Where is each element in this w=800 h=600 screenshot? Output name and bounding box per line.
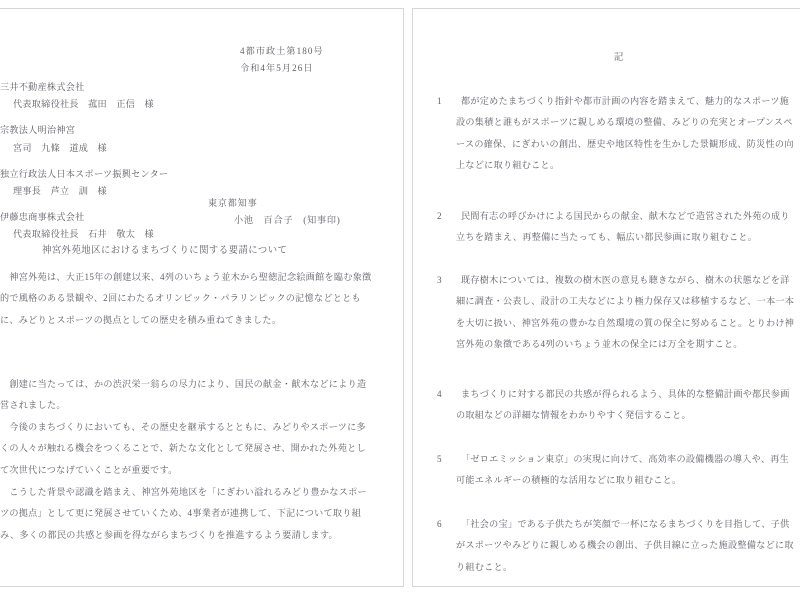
page-1-content [0,9,403,586]
spacer [0,200,370,209]
memo-item-text: まちづくりに対する都民の共感が得られるよう、具体的な整備計画や都民参画の取組などの詳細な情報をわかりやすく発信すること。 [456,389,790,421]
memo-item-number: 3 [437,275,442,285]
memo-item-number: 4 [437,389,442,399]
recipient-person: 理事長 芦立 訓 様 [13,186,107,197]
memo-item-text: 民間有志の呼びかけによる国民からの献金、献木などで造営された外苑の成り立ちを踏まえ、再整備に当たっても、幅広い都民参画に取り組むこと。 [456,211,790,243]
document-date: 令和4年5月26日 [240,63,314,73]
memo-item [434,206,797,249]
memo-item-text: 「社会の宝」である子供たちが笑顔で一杯になるまちづくりを目指して、子供がスポーツやみどりに親しめる機会の創出、子供目線に立った施設整備などに取り組むこと。 [456,519,794,572]
recipient-person: 代表取締役社長 石井 敬太 様 [13,229,154,240]
recipient-organization: 独立行政法人日本スポーツ振興センター [0,168,169,179]
memo-item [434,514,797,578]
recipient-person: 代表取締役社長 菰田 正信 様 [13,99,154,110]
body-paragraph: 神宮外苑は、大正15年の創建以来、4列のいちょう並木から聖徳記念絵画館を臨む象徴的で風格のある景観や、2回にわたるオリンピック・パラリンピックの記憶などとともに、みどりとスポーツの拠点としての歴史を積み重ねてきました。 [0,272,372,325]
spacer [0,114,370,123]
recipient-person: 宮司 九條 道成 様 [13,142,107,153]
body-paragraph: こうした背景や認識を踏まえ、神宮外苑地区を「にぎわい溢れるみどり豊かなスポーツの拠点」として更に発展させていくため、4事業者が連携して、下記について取り組み、多くの都民の共感と参画を得ながらまちづくりを推進するよう要請します。 [0,487,367,540]
document-subject-title: 神宮外苑地区におけるまちづくりに関する要請について [42,246,288,256]
memo-item-text: 「ゼロエミッション東京」の実現に向けて、高効率の設備機器の導入や、再生可能エネルギーの積極的な活用などに取り組むこと。 [456,454,790,486]
recipient-organization: 宗教法人明治神宮 [0,125,76,136]
recipient-entry [0,122,370,157]
memo-item-number: 6 [437,519,442,529]
body-paragraph: 今後のまちづくりにおいても、その歴史を継承するとともに、みどりやスポーツに多くの人々が触れる機会をつくることで、新たな文化として発展させ、開かれた外苑として次世代につなげていくことが重要です。 [0,422,366,475]
spacer [0,157,370,166]
page-2-content [413,9,800,586]
memo-item-number: 1 [437,96,442,106]
memo-item [434,270,797,355]
memo-item [434,449,797,492]
recipient-organization: 伊藤忠商事株式会社 [0,211,85,222]
document-number: 4都市政土第180号 [240,46,324,56]
memo-item [434,384,797,427]
body-paragraph: 創建に当たっては、かの渋沢栄一翁らの尽力により、国民の献金・献木などにより造営されました。 [0,379,367,411]
memo-heading: 記 [614,53,624,63]
document-page-1 [0,8,404,587]
document-page-2 [412,8,800,587]
recipient-entry [0,166,370,201]
memo-item-text: 都が定めたまちづくり指針や都市計画の内容を踏まえて、魅力的なスポーツ施設の集積と誰もがスポーツに親しめる環境の整備、みどりの充実とオープンスペースの確保、にぎわいの創出、歴史や地区特性を生かした景観形成、防災性の向上などに取り組むこと。 [456,96,794,170]
recipient-organization: 三井不動産株式会社 [0,82,85,92]
recipient-entry [0,79,370,114]
signer-name: 小池 百合子 (知事印) [234,215,341,225]
signer-title: 東京都知事 [208,198,258,208]
memo-item-number: 5 [437,454,442,464]
memo-item-text: 既存樹木については、複数の樹木医の意見も聴きながら、樹木の状態などを詳細に調査・公表し、設計の工夫などにより極力保存又は移植するなど、一本一本を大切に扱い、神宮外苑の豊かな自然環境の質の保全に努めること。とりわけ神宮外苑の象徴である4列のいちょう並木の保全には万全を期すこと。 [456,275,795,349]
memo-item [434,91,797,176]
memo-item-number: 2 [437,211,442,221]
